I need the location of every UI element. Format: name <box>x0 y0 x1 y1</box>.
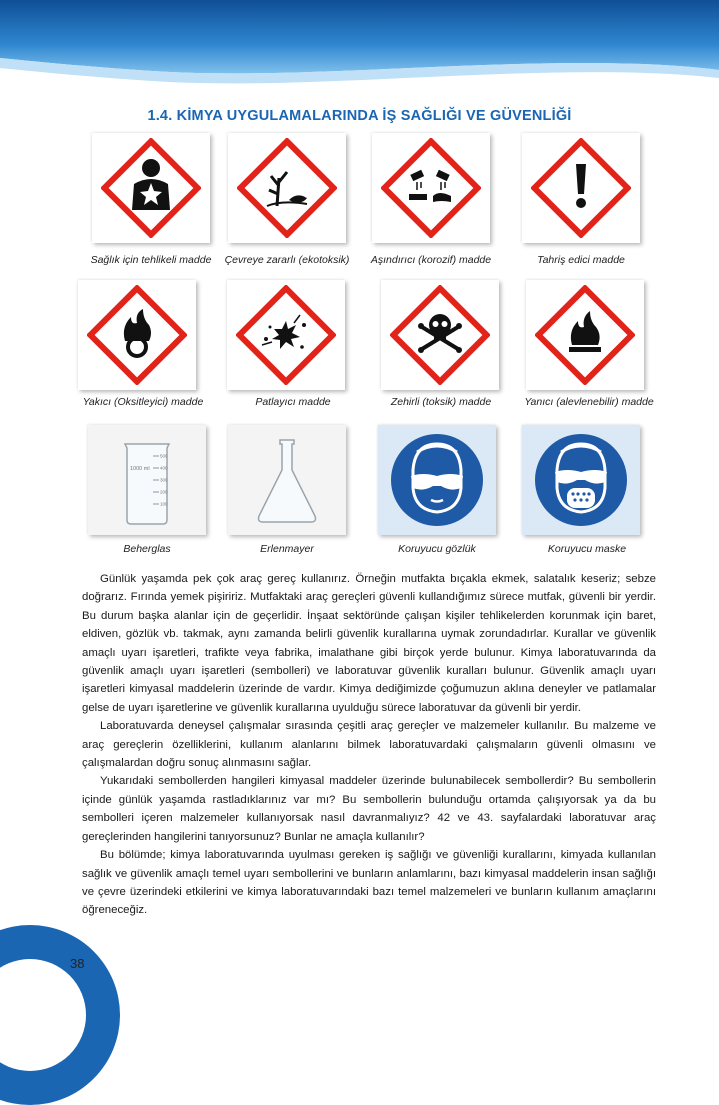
symbol-tile-environment <box>228 133 346 243</box>
symbol-caption: Tahriş edici madde <box>537 254 625 266</box>
symbol-caption: Patlayıcı madde <box>255 396 331 408</box>
paragraph: Bu bölümde; kimya laboratuvarında uyulması gereken iş sağlığı ve güvenliği kurallarını, kimyada kullanılan sağlık ve güvenlik amaçlı temel uyarı sembollerini ve bunların anlamlarını, bazı kimyasal maddelerin insan sağlığı ve çevre üzerindeki etkilerini ve kimya laboratuvarındaki bazı temel malzemeleri ve bunların kullanım amaçlarını öğreneceğiz. <box>82 849 656 917</box>
beaker-volume-label: 1000 ml <box>130 466 150 472</box>
beaker-mark: 500 <box>160 453 168 459</box>
equipment-caption: Beherglas <box>123 543 171 555</box>
paragraph: Laboratuvarda deneysel çalışmalar sırasında çeşitli araç gereçler ve malzemeler kullanılır. Bu malzeme ve araç gereçlerin özelliklerini, kullanım alanlarını bilmek laboratuvardaki çalışmaların güvenli olmasını ve çalışmalardan doğru sonuç alınmasını sağlar. <box>82 720 656 770</box>
section-title: 1.4. KİMYA UYGULAMALARINDA İŞ SAĞLIĞI VE GÜVENLİĞİ <box>147 108 572 124</box>
paragraph: Yukarıdaki sembollerden hangileri kimyasal maddeler üzerinde bulunabilecek sembollerdir? Bu sembollerin içinde günlük yaşamda rastladıklarınız var mı? Bu sembollerin bulunduğu ortamda çalışıyorsak ya da bu sembolleri içeren malzemeler kullanıyorsak nasıl davranmalıyız? 42 ve 43. sayfalardaki laboratuvar araç gereçlerinden hangilerini tanıyorsunuz? Bunlar ne amaçla kullanılır? <box>82 775 656 843</box>
page-corner-circle <box>0 925 120 1105</box>
beaker-icon <box>97 430 197 530</box>
paragraph: Günlük yaşamda pek çok araç gereç kullanırız. Örneğin mutfakta bıçakla ekmek, salatalık keseriz; sebze doğrarız. Fırında yemek pişiririz. Mutfaktaki araç gereçleri güvenli kullandığımız sürece mutfak, güvenli bir yerdir. Bu durum başka alanlar için de geçerlidir. İnşaat sektöründe çalışan kişiler tehlikelerden korunmak için baret, eldiven, gözlük vb. takmak, aynı zamanda belirli güvenlik kurallarına uymak zorundadırlar. Kurallar ve güvenlik amaçlı uyarı işaretleri, trafikte veya fabrika, imalathane gibi birçok yerde bulunur. Kimya laboratuvarında da güvenlik amaçlı uyarı işaretleri (sembolleri) ve laboratuvar güvenlik kuralları bulunur. Güvenlik amaçlı uyarı işaretleri kimyasal maddelerin üzerinde de vardır. Kimya dediğimizde çoğumuzun aklına deneyler ve patlamalar gelse de uyarı işaretlerine ve güvenlik kurallarına uyulduğu sürece laboratuvar da güvenli bir yerdir. <box>82 573 656 714</box>
protective-mask-icon <box>531 430 631 530</box>
symbol-tile-oxidizing <box>78 280 196 390</box>
equipment-caption: Koruyucu maske <box>547 543 627 555</box>
symbol-caption: Sağlık için tehlikeli madde <box>90 254 212 266</box>
exclamation-icon <box>531 138 631 238</box>
equipment-tile-beaker <box>88 425 206 535</box>
safety-goggles-icon <box>387 430 487 530</box>
erlenmeyer-flask-icon <box>237 430 337 530</box>
body-text <box>82 570 656 920</box>
symbol-caption: Zehirli (toksik) madde <box>390 396 492 408</box>
explosive-icon <box>236 285 336 385</box>
symbol-tile-toxic <box>381 280 499 390</box>
page-number: 38 <box>70 956 85 971</box>
symbol-caption: Çevreye zararlı (ekotoksik) <box>224 254 350 266</box>
equipment-tile-goggles <box>378 425 496 535</box>
equipment-caption: Koruyucu gözlük <box>398 543 476 555</box>
oxidizing-icon <box>87 285 187 385</box>
skull-crossbones-icon <box>390 285 490 385</box>
flammable-icon <box>535 285 635 385</box>
symbol-caption: Yakıcı (Oksitleyici) madde <box>82 396 204 408</box>
equipment-tile-erlenmeyer <box>228 425 346 535</box>
symbol-tile-corrosive <box>372 133 490 243</box>
symbol-caption: Aşındırıcı (korozif) madde <box>370 254 492 266</box>
corrosive-icon <box>381 138 481 238</box>
symbol-tile-health-hazard <box>92 133 210 243</box>
environment-hazard-icon <box>237 138 337 238</box>
beaker-mark: 300 <box>160 477 168 483</box>
symbol-tile-flammable <box>526 280 644 390</box>
equipment-caption: Erlenmayer <box>260 543 314 555</box>
equipment-tile-mask <box>522 425 640 535</box>
symbol-caption: Yanıcı (alevlenebilir) madde <box>524 396 654 408</box>
symbol-tile-explosive <box>227 280 345 390</box>
beaker-mark: 100 <box>160 501 168 507</box>
beaker-mark: 400 <box>160 465 168 471</box>
symbol-tile-irritant <box>522 133 640 243</box>
health-hazard-icon <box>101 138 201 238</box>
header-wave-banner <box>0 0 719 95</box>
beaker-mark: 200 <box>160 489 168 495</box>
